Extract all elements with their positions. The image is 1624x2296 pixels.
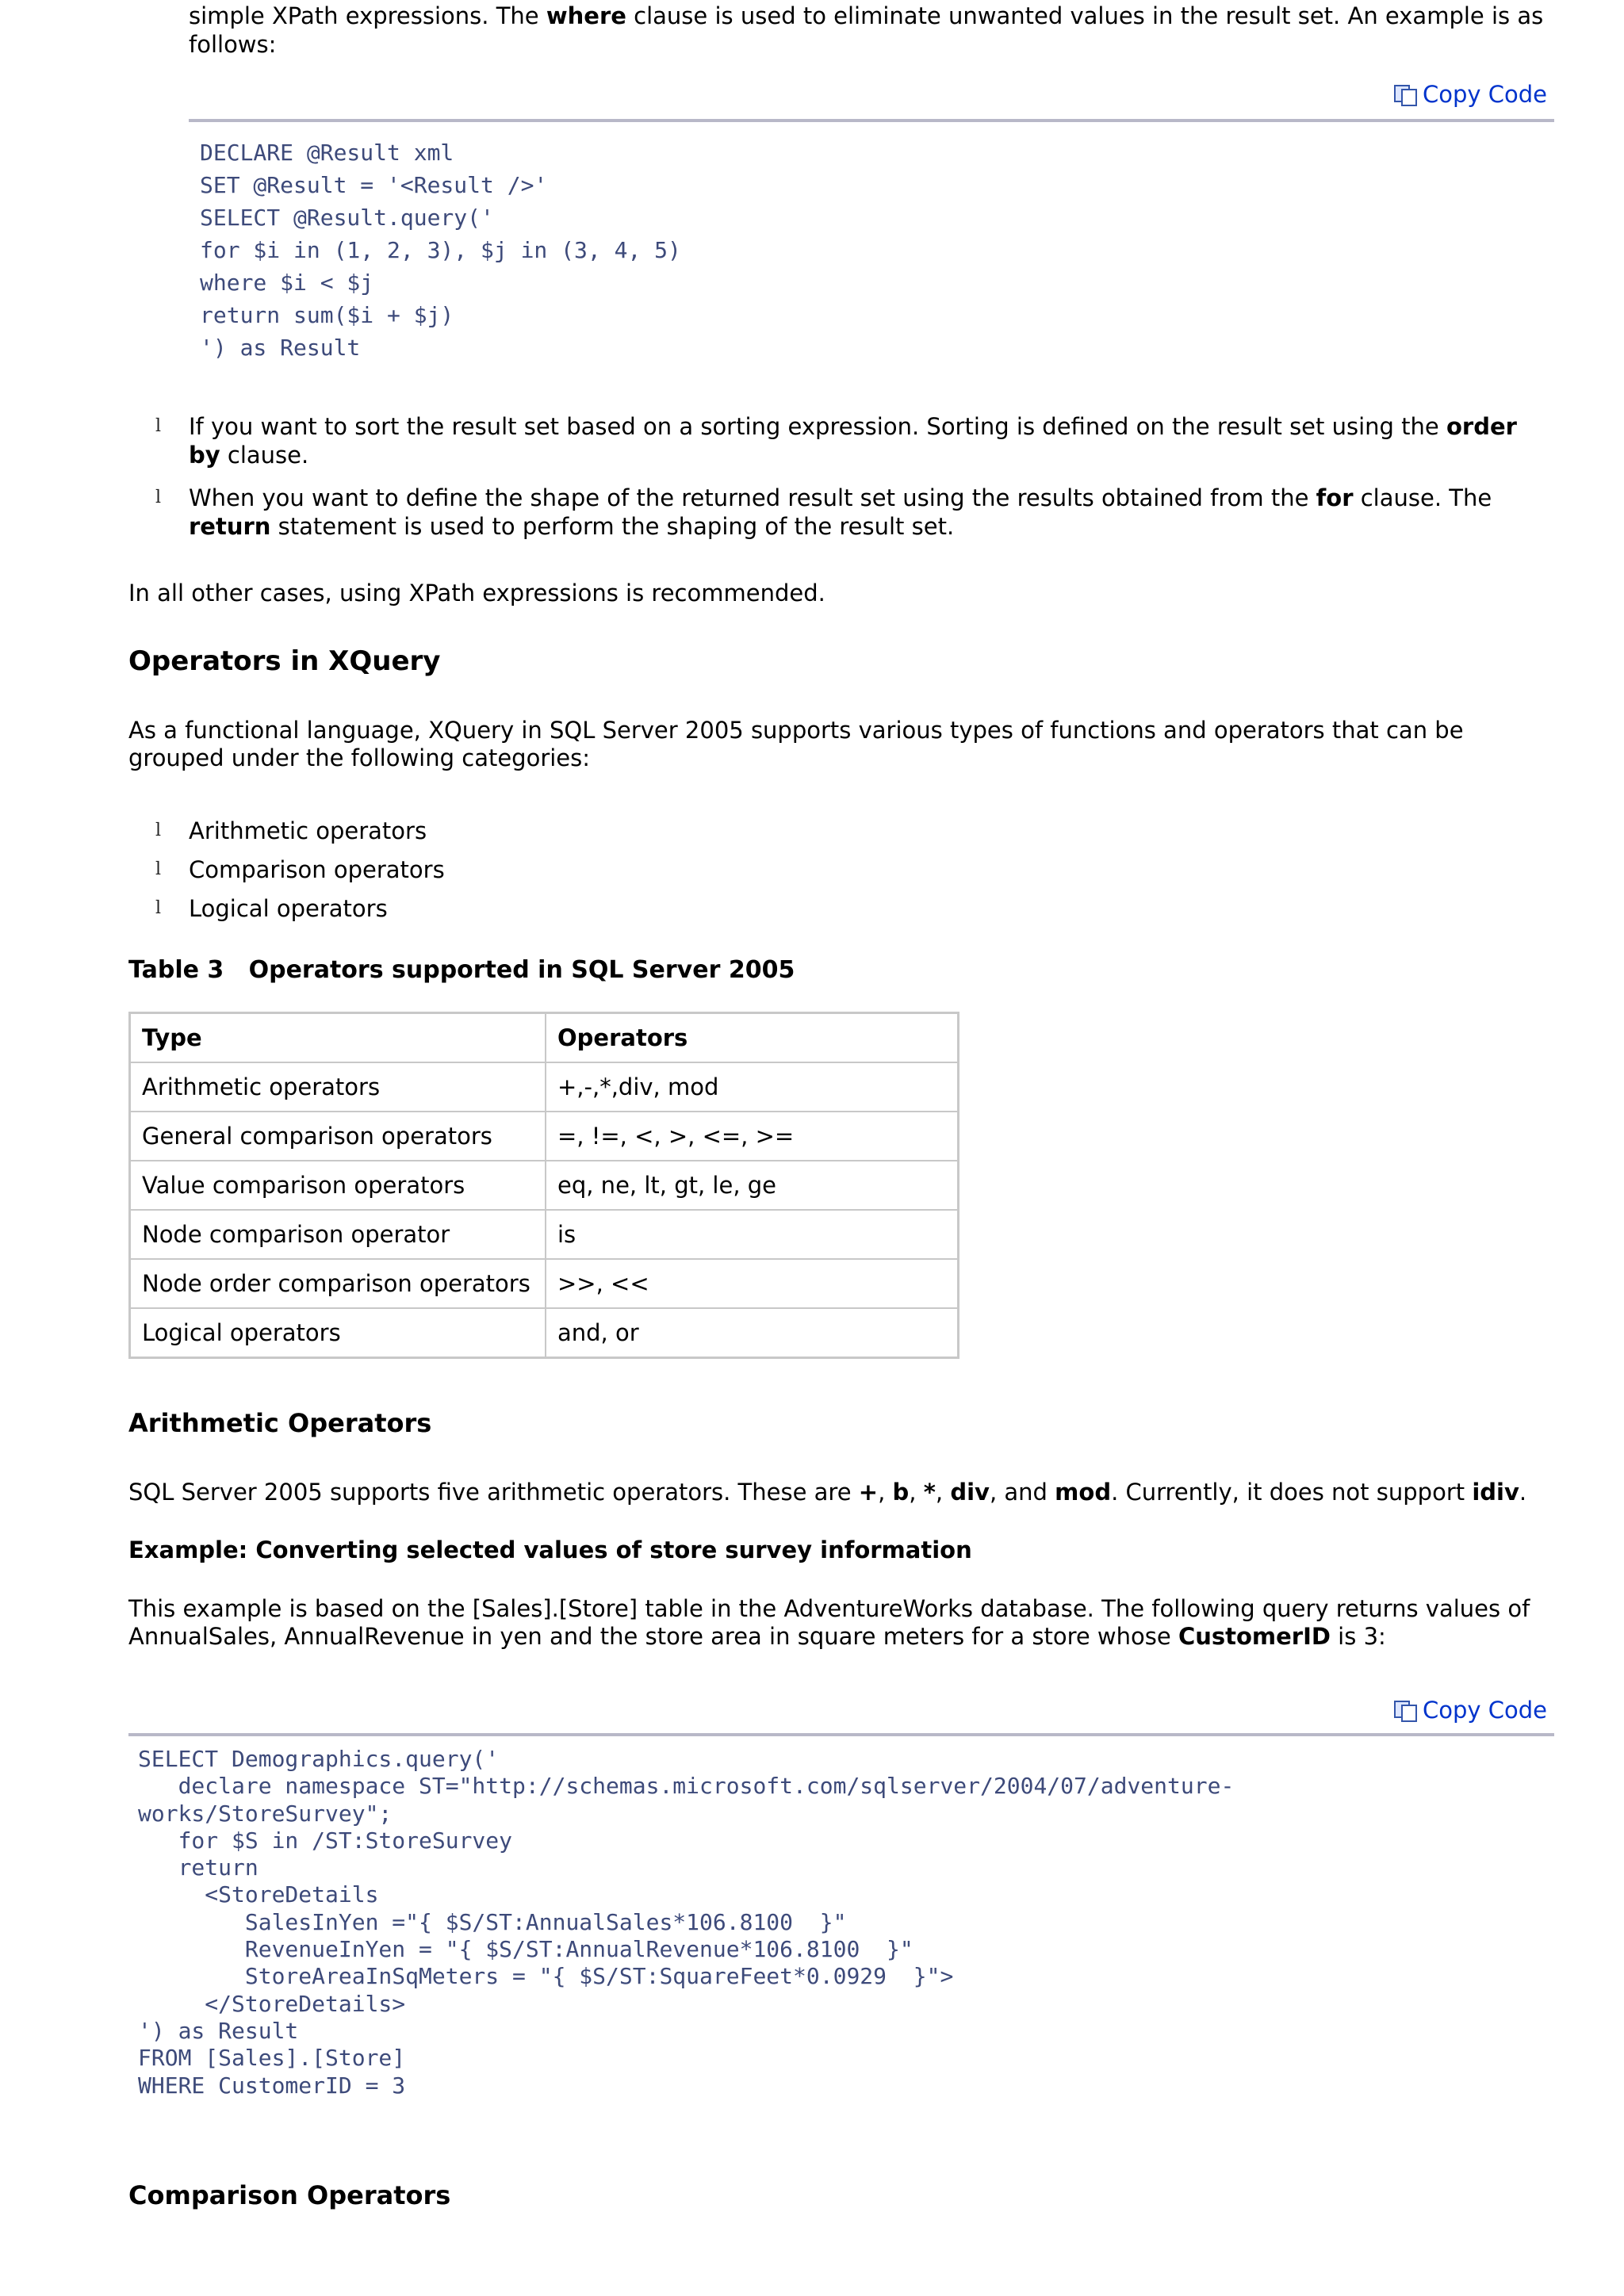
bullet-marker: l: [155, 859, 162, 879]
section-heading-arithmetic: Arithmetic Operators: [128, 1408, 432, 1438]
table-row: [130, 1062, 959, 1112]
table-cell: is: [546, 1210, 959, 1259]
table-cell: Logical operators: [130, 1308, 546, 1358]
example-paragraph: [128, 1595, 1530, 1651]
intro-text-post: clause is used to eliminate unwanted values in the result set. An example is as: [626, 2, 1544, 29]
paragraph-text: ,: [935, 1479, 951, 1506]
table-caption: Table 3 Operators supported in SQL Server 2005: [128, 956, 795, 984]
paragraph-text: is 3:: [1330, 1623, 1386, 1650]
table-cell: Node comparison operator: [130, 1210, 546, 1259]
paragraph-bold: div: [950, 1479, 990, 1506]
paragraph-text: .: [1519, 1479, 1527, 1506]
category-label: Arithmetic operators: [189, 817, 427, 844]
bullet-bold: by: [189, 442, 220, 469]
table-cell: >>, <<: [546, 1259, 959, 1308]
intro-paragraph: [189, 2, 1543, 59]
paragraph-text: grouped under the following categories:: [128, 744, 591, 771]
bullet-text: statement is used to perform the shaping of the result set.: [270, 513, 955, 540]
paragraph-text: As a functional language, XQuery in SQL Server 2005 supports various types of functions and operators that can be: [128, 717, 1464, 744]
paragraph-text: AnnualSales, AnnualRevenue in yen and the store area in square meters for a store whose: [128, 1623, 1178, 1650]
code-block-2: SELECT Demographics.query(' declare namespace ST="http://schemas.microsoft.com/sqlserver/2004/07/adventure- works/StoreSurvey"; for $S in /ST:StoreSurvey return <StoreDetails SalesInYen ="{ $S/ST:AnnualSales*106.8100 }" RevenueInYen = "{ $S/ST:AnnualRevenue*106.8100 }" StoreAreaInSqMeters = "{ $S/ST:SquareFeet*0.0929 }"> </StoreDetails> ') as Result FROM [Sales].[Store] WHERE CustomerID = 3: [138, 1746, 1235, 2099]
section-heading-operators: Operators in XQuery: [128, 645, 441, 677]
category-label: Comparison operators: [189, 856, 445, 883]
table-cell: =, !=, <, >, <=, >=: [546, 1112, 959, 1161]
paragraph-bold: idiv: [1472, 1479, 1519, 1506]
bullet-marker: l: [155, 416, 162, 436]
list-item: [155, 817, 445, 845]
operators-table: [128, 1012, 959, 1359]
paragraph-text: ,: [878, 1479, 893, 1506]
code-divider-2: [128, 1733, 1554, 1736]
paragraph-bold: mod: [1055, 1479, 1112, 1506]
bullet-bold: order: [1446, 413, 1517, 440]
copy-code-label: Copy Code: [1423, 81, 1548, 108]
copy-code-link-2[interactable]: [1394, 1697, 1547, 1724]
paragraph-text: , and: [989, 1479, 1055, 1506]
bullet-text: When you want to define the shape of the returned result set using the results obtained from the: [189, 484, 1316, 511]
copy-icon: [1394, 1701, 1416, 1720]
usage-bullet-list: [155, 412, 1561, 541]
section-heading-comparison: Comparison Operators: [128, 2180, 451, 2210]
code-divider-1: [189, 119, 1554, 122]
bullet-text: If you want to sort the result set based on a sorting expression. Sorting is defined on the result set using the: [189, 413, 1446, 440]
table-cell: Value comparison operators: [130, 1161, 546, 1210]
categories-list: [155, 817, 445, 923]
code-block-1: DECLARE @Result xml SET @Result = '<Result />' SELECT @Result.query(' for $i in (1, 2, 3), $j in (3, 4, 5) where $i < $j return sum($i + $j) ') as Result: [200, 140, 681, 361]
list-item: [155, 484, 1561, 541]
bullet-marker: l: [155, 821, 162, 840]
paragraph-text: . Currently, it does not support: [1111, 1479, 1473, 1506]
intro-bold-where: where: [546, 2, 626, 29]
copy-code-label: Copy Code: [1423, 1697, 1548, 1724]
table-row: [130, 1308, 959, 1358]
table-header-row: [130, 1013, 959, 1063]
table-row: [130, 1161, 959, 1210]
table-cell: Arithmetic operators: [130, 1062, 546, 1112]
list-item: [155, 412, 1561, 469]
paragraph-bold: b: [892, 1479, 910, 1506]
copy-code-link-1[interactable]: [1394, 81, 1547, 108]
other-cases-paragraph: In all other cases, using XPath expressions is recommended.: [128, 580, 825, 607]
bullet-marker: l: [155, 488, 162, 507]
bullet-text: clause. The: [1353, 484, 1492, 511]
list-item: [155, 894, 445, 923]
table-cell: +,-,*,div, mod: [546, 1062, 959, 1112]
bullet-marker: l: [155, 898, 162, 918]
table-row: [130, 1112, 959, 1161]
operators-intro-paragraph: [128, 717, 1464, 772]
bullet-bold: for: [1316, 484, 1354, 511]
table-header-operators: Operators: [546, 1013, 959, 1063]
table-cell: and, or: [546, 1308, 959, 1358]
paragraph-text: This example is based on the [Sales].[Store] table in the AdventureWorks database. The following query returns values of: [128, 1595, 1530, 1622]
category-label: Logical operators: [189, 895, 388, 922]
example-heading: Example: Converting selected values of store survey information: [128, 1536, 972, 1563]
paragraph-text: SQL Server 2005 supports five arithmetic operators. These are: [128, 1479, 859, 1506]
table-header-type: Type: [130, 1013, 546, 1063]
bullet-bold: return: [189, 513, 271, 540]
bullet-text: clause.: [220, 442, 309, 469]
paragraph-bold: *: [923, 1479, 936, 1506]
table-cell: Node order comparison operators: [130, 1259, 546, 1308]
arithmetic-paragraph: [128, 1478, 1526, 1506]
list-item: [155, 855, 445, 884]
table-cell: General comparison operators: [130, 1112, 546, 1161]
table-row: [130, 1210, 959, 1259]
paragraph-bold: CustomerID: [1178, 1623, 1331, 1650]
intro-text-line2: follows:: [189, 31, 277, 58]
copy-icon: [1394, 85, 1416, 104]
table-row: [130, 1259, 959, 1308]
paragraph-text: ,: [909, 1479, 924, 1506]
paragraph-bold: +: [858, 1479, 879, 1506]
table-cell: eq, ne, lt, gt, le, ge: [546, 1161, 959, 1210]
intro-text: simple XPath expressions. The: [189, 2, 546, 29]
